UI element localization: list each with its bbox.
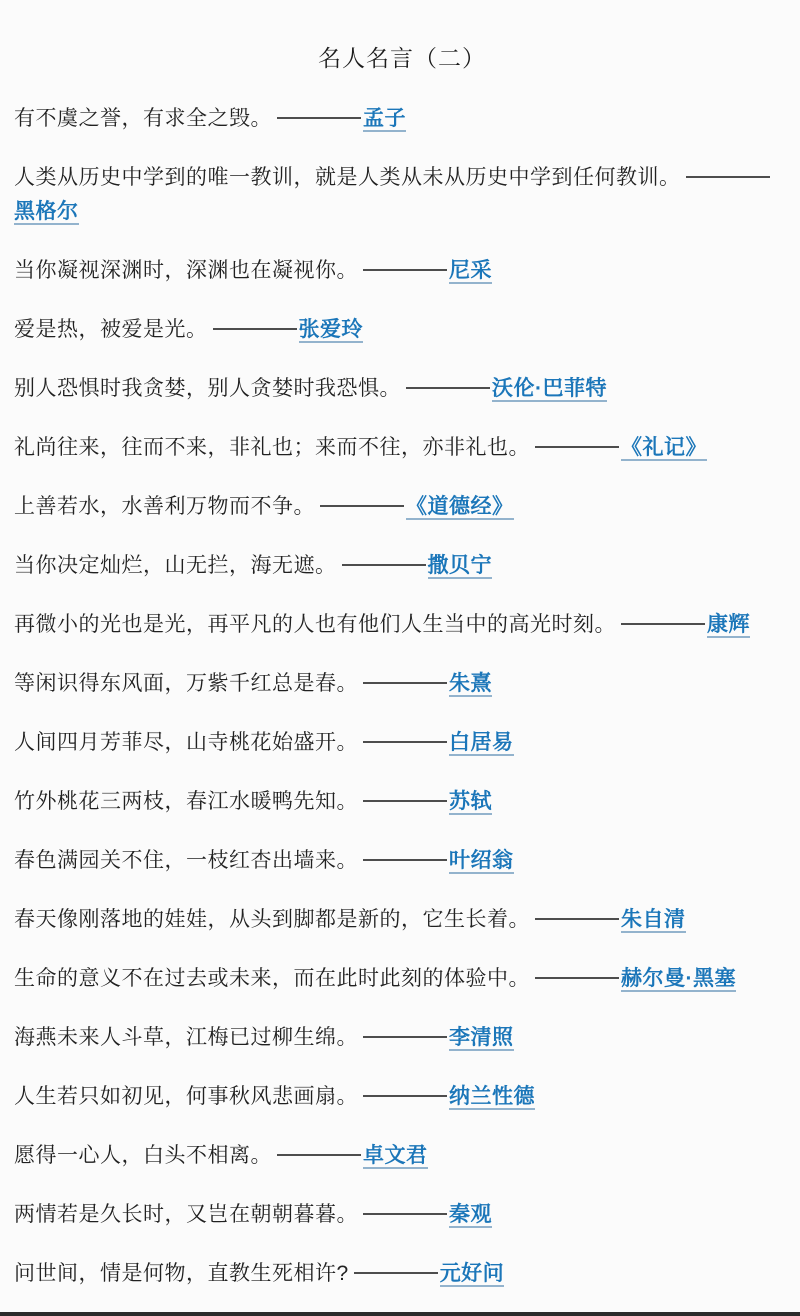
attribution-dash-line	[363, 800, 447, 802]
attribution-dash-line	[686, 176, 770, 178]
attribution-dash-line	[363, 1095, 447, 1097]
quote-text: 竹外桃花三两枝，春江水暖鸭先知。	[14, 790, 358, 813]
author-link[interactable]: 纳兰性德	[449, 1085, 535, 1108]
quote-text: 等闲识得东风面，万紫千红总是春。	[14, 672, 358, 695]
attribution-dash-line	[363, 682, 447, 684]
author-link[interactable]: 白居易	[449, 731, 514, 754]
attribution-dash-line	[354, 1272, 438, 1274]
attribution-dash-line	[535, 918, 619, 920]
author-link[interactable]: 黑格尔	[14, 200, 79, 223]
quote-row	[14, 490, 790, 524]
attribution-dash-line	[363, 1213, 447, 1215]
author-link[interactable]: 孟子	[363, 107, 406, 130]
author-link[interactable]: 撒贝宁	[427, 554, 492, 577]
quote-text: 再微小的光也是光，再平凡的人也有他们人生当中的高光时刻。	[14, 613, 616, 636]
quote-row	[14, 431, 790, 465]
author-link[interactable]: 尼采	[449, 259, 492, 282]
author-link[interactable]: 张爱玲	[298, 318, 363, 341]
quote-text: 问世间，情是何物，直教生死相许?	[14, 1262, 349, 1285]
quote-row	[14, 1198, 790, 1232]
attribution-dash-line	[277, 1154, 361, 1156]
quote-row	[14, 667, 790, 701]
quote-text: 人类从历史中学到的唯一教训，就是人类从未从历史中学到任何教训。	[14, 166, 681, 189]
author-link[interactable]: 赫尔曼·黑塞	[621, 967, 736, 990]
attribution-dash-line	[621, 623, 705, 625]
quote-row	[14, 549, 790, 583]
author-link[interactable]: 卓文君	[363, 1144, 428, 1167]
quote-row	[14, 1257, 790, 1291]
quote-row	[14, 844, 790, 878]
author-link[interactable]: 康辉	[707, 613, 750, 636]
quote-row	[14, 313, 790, 347]
quote-row	[14, 903, 790, 937]
quote-row	[14, 608, 790, 642]
author-link[interactable]: 苏轼	[449, 790, 492, 813]
attribution-dash-line	[535, 977, 619, 979]
quote-text: 别人恐惧时我贪婪，别人贪婪时我恐惧。	[14, 377, 401, 400]
quote-row	[14, 161, 790, 229]
attribution-dash-line	[342, 564, 426, 566]
quote-text: 上善若水，水善利万物而不争。	[14, 495, 315, 518]
attribution-dash-line	[277, 117, 361, 119]
quote-text: 春色满园关不住，一枝红杏出墙来。	[14, 849, 358, 872]
attribution-dash-line	[406, 387, 490, 389]
quote-row	[14, 372, 790, 406]
author-link[interactable]: 元好问	[439, 1262, 505, 1285]
author-link[interactable]: 朱自清	[621, 908, 686, 931]
quote-text: 有不虞之誉，有求全之毁。	[14, 107, 272, 130]
attribution-dash-line	[363, 1036, 447, 1038]
quote-text: 人间四月芳菲尽，山寺桃花始盛开。	[14, 731, 358, 754]
attribution-dash-line	[535, 446, 619, 448]
bottom-edge-bar	[0, 1312, 800, 1316]
quote-text: 礼尚往来，往而不来，非礼也；来而不往，亦非礼也。	[14, 436, 530, 459]
quote-text: 春天像刚落地的娃娃，从头到脚都是新的，它生长着。	[14, 908, 530, 931]
quote-row	[14, 726, 790, 760]
quote-text: 生命的意义不在过去或未来，而在此时此刻的体验中。	[14, 967, 530, 990]
author-link[interactable]: 沃伦·巴菲特	[492, 377, 607, 400]
author-link[interactable]: 《礼记》	[621, 436, 707, 459]
author-link[interactable]: 《道德经》	[406, 495, 514, 518]
attribution-dash-line	[213, 328, 297, 330]
quote-row	[14, 254, 790, 288]
quote-text: 两情若是久长时，又岂在朝朝暮暮。	[14, 1203, 358, 1226]
quote-text: 愿得一心人，白头不相离。	[14, 1144, 272, 1167]
quote-text: 当你决定灿烂，山无拦，海无遮。	[14, 554, 337, 577]
author-link[interactable]: 叶绍翁	[449, 849, 514, 872]
quote-row	[14, 962, 790, 996]
quote-row	[14, 1021, 790, 1055]
attribution-dash-line	[363, 741, 447, 743]
attribution-dash-line	[363, 859, 447, 861]
quote-row	[14, 102, 790, 136]
quote-row	[14, 785, 790, 819]
quote-text: 人生若只如初见，何事秋风悲画扇。	[14, 1085, 358, 1108]
author-link[interactable]: 李清照	[449, 1026, 514, 1049]
quote-text: 海燕未来人斗草，江梅已过柳生绵。	[14, 1026, 358, 1049]
quote-row	[14, 1080, 790, 1114]
attribution-dash-line	[363, 269, 447, 271]
quote-text: 爱是热，被爱是光。	[14, 318, 208, 341]
page-title: 名人名言（二）	[318, 45, 486, 71]
quote-row	[14, 1139, 790, 1173]
author-link[interactable]: 秦观	[449, 1203, 492, 1226]
quote-list	[14, 102, 790, 1291]
quote-text: 当你凝视深渊时，深渊也在凝视你。	[14, 259, 358, 282]
attribution-dash-line	[320, 505, 404, 507]
author-link[interactable]: 朱熹	[449, 672, 492, 695]
